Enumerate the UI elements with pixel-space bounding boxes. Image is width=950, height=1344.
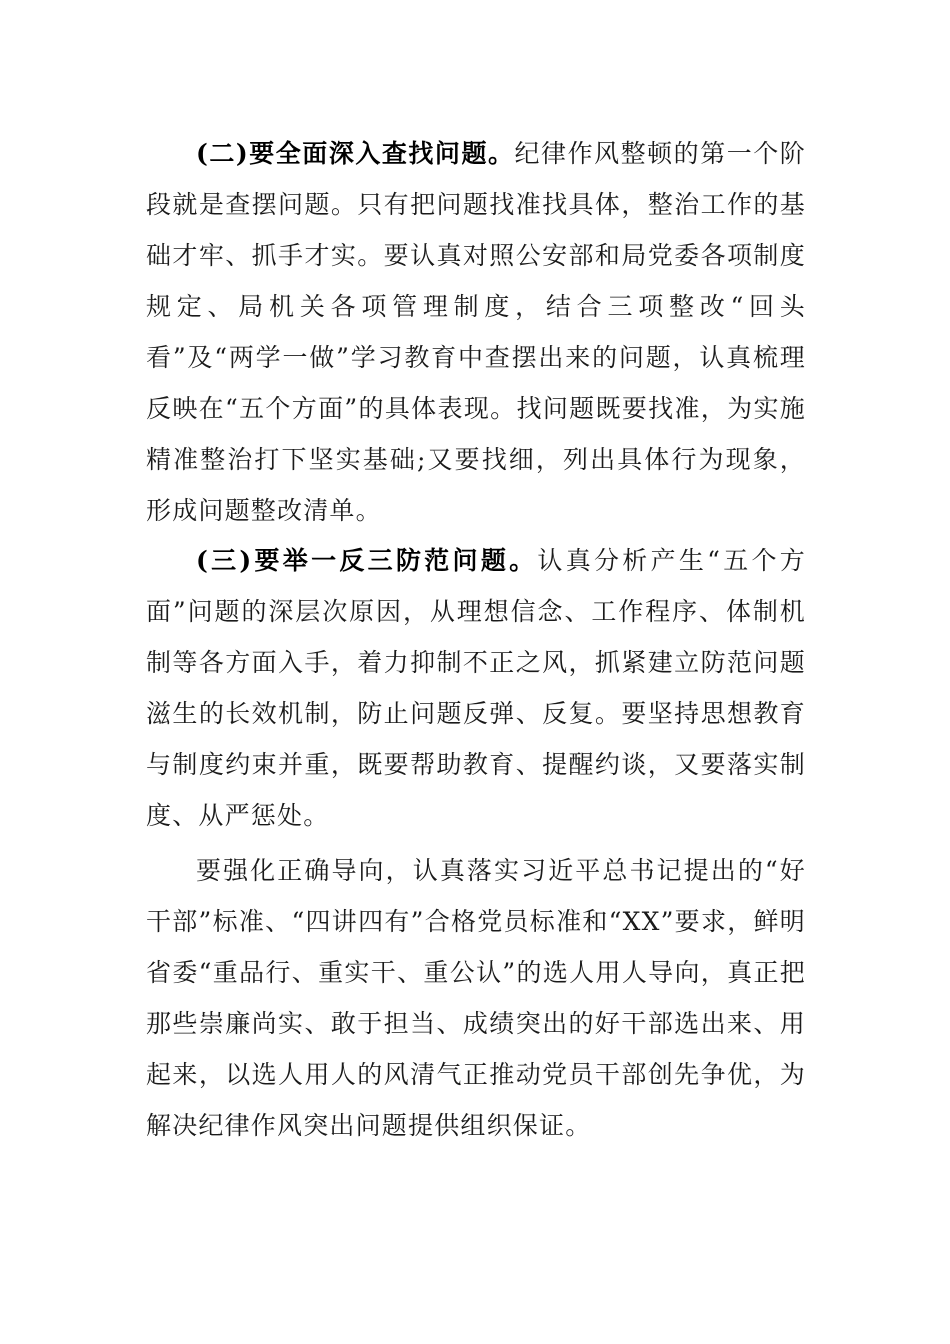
paragraph-heading: (三)要举一反三防范问题。 xyxy=(196,546,538,575)
paragraph-prevent-problems xyxy=(146,535,806,841)
paragraph-body: 认真分析产生“五个方面”问题的深层次原因，从理想信念、工作程序、体制机制等各方面入手，着力抑制不正之风，抓紧建立防范问题滋生的长效机制，防止问题反弹、反复。要坚持思想教育与制度约束并重，既要帮助教育、提醒约谈，又要落实制度、从严惩处。 xyxy=(146,546,806,830)
paragraph-find-problems xyxy=(146,128,806,536)
paragraph-correct-orientation xyxy=(146,845,806,1151)
paragraph-body: 纪律作风整顿的第一个阶段就是查摆问题。只有把问题找准找具体，整治工作的基础才牢、抓手才实。要认真对照公安部和局党委各项制度规定、局机关各项管理制度，结合三项整改“回头看”及“两学一做”学习教育中查摆出来的问题，认真梳理反映在“五个方面”的具体表现。找问题既要找准，为实施精准整治打下坚实基础;又要找细，列出具体行为现象，形成问题整改清单。 xyxy=(146,139,806,525)
paragraph-heading: (二)要全面深入查找问题。 xyxy=(196,139,515,168)
paragraph-body: 要强化正确导向，认真落实习近平总书记提出的“好干部”标准、“四讲四有”合格党员标准和“XX”要求，鲜明省委“重品行、重实干、重公认”的选人用人导向，真正把那些崇廉尚实、敢于担当、成绩突出的好干部选出来、用起来，以选人用人的风清气正推动党员干部创先争优，为解决纪律作风突出问题提供组织保证。 xyxy=(146,856,806,1140)
